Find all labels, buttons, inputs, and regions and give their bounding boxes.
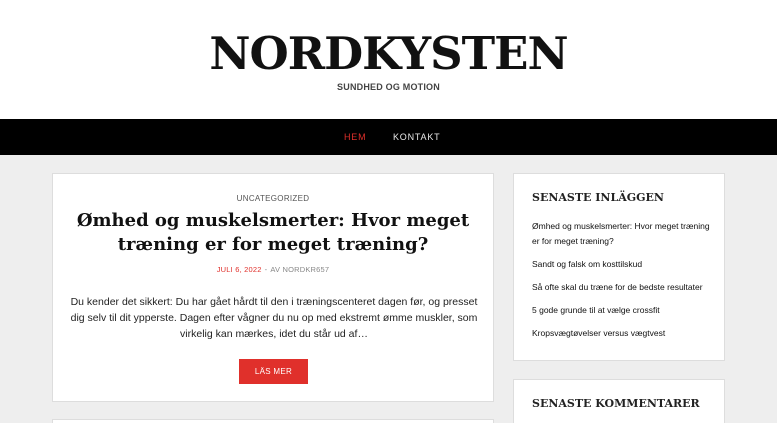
recent-post-link[interactable]: Kropsvægtøvelser versus vægtvest — [532, 328, 666, 338]
nav-item-contact[interactable]: KONTAKT — [393, 132, 441, 142]
post-title-link[interactable]: Ømhed og muskelsmerter: Hvor meget træning er for meget træning? — [76, 210, 470, 255]
recent-post-link[interactable]: Sandt og falsk om kosttilskud — [532, 259, 643, 269]
post-card — [52, 173, 494, 402]
recent-post-link[interactable]: Så ofte skal du træne for de bedste resultater — [532, 282, 703, 292]
recent-post-link[interactable]: 5 gode grunde til at vælge crossfit — [532, 305, 660, 315]
post-excerpt: Du kender det sikkert: Du har gået hårdt til den i træningscenteret dagen før, og presset dig selv til dit ypperste. Dagen efter vågner du nu op med ekstremt ømme muskler, som virkelig kan mærkes, idet du står ud af… — [70, 296, 478, 340]
widget-title: SENASTE INLÄGGEN — [532, 191, 664, 204]
next-post-card — [52, 419, 494, 423]
post-author-link[interactable]: AV NORDKR657 — [270, 265, 330, 274]
post-meta — [53, 265, 493, 274]
main-navigation — [0, 119, 777, 155]
post-category-link[interactable]: UNCATEGORIZED — [236, 194, 310, 203]
site-tagline: SUNDHED OG MOTION — [337, 82, 440, 92]
post-date-link[interactable]: JULI 6, 2022 — [216, 265, 262, 274]
site-title[interactable]: NORDKYSTEN — [209, 27, 568, 80]
meta-separator: - — [264, 265, 268, 274]
recent-posts-widget — [513, 173, 725, 361]
recent-posts-list — [532, 219, 717, 349]
recent-post-link[interactable]: Ømhed og muskelsmerter: Hvor meget træning er for meget træning? — [532, 221, 710, 246]
widget-title: SENASTE KOMMENTARER — [532, 397, 700, 410]
nav-item-home[interactable]: HEM — [344, 132, 367, 142]
site-header — [0, 0, 777, 119]
read-more-button[interactable]: LÄS MER — [239, 359, 308, 384]
recent-comments-widget — [513, 379, 725, 423]
